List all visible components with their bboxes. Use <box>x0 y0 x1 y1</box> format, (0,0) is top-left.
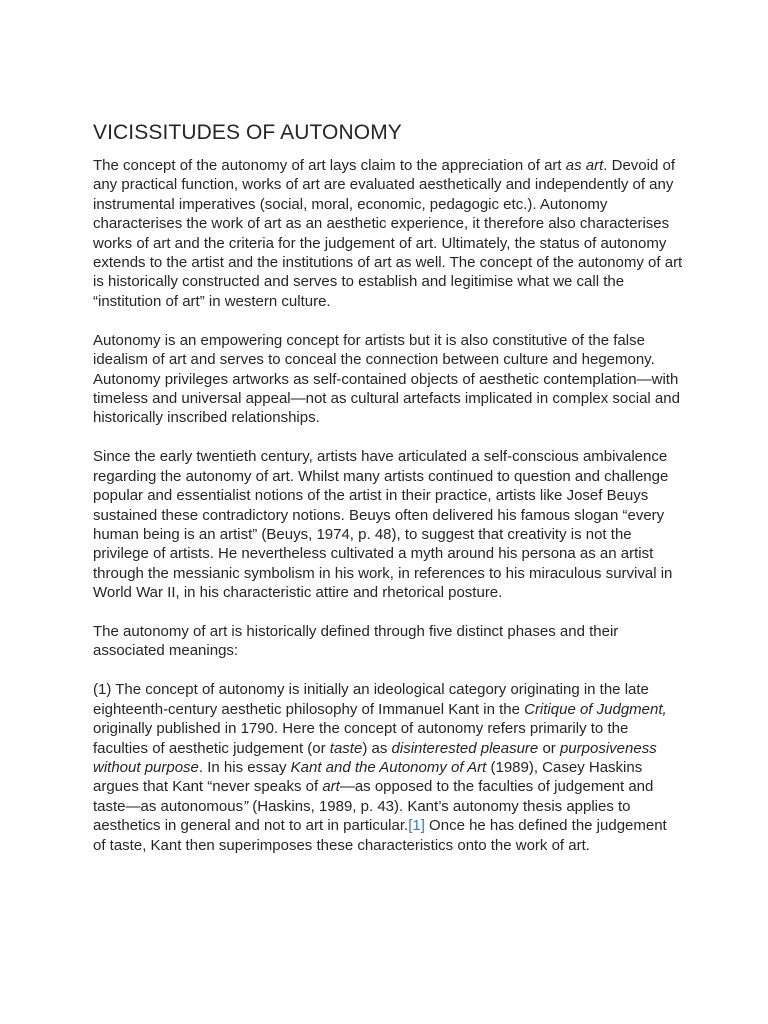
p5-text-1: (1) The concept of autonomy is initially an ideological category originating in the late eighteenth-century aesthetic philosophy of Immanuel Kant in the <box>93 681 649 718</box>
p5-text-3: ) as <box>362 739 392 757</box>
page-title: VICISSITUDES OF AUTONOMY <box>93 121 402 144</box>
paragraph-3: Since the early twentieth century, artists have articulated a self-conscious ambivalence regarding the autonomy of art. Whilst many artists continued to question and challenge popular and essentialist notions of the artist in their practice, artists like Josef Beuys sustained these contradictory notions. Beuys often delivered his famous slogan “every human being is an artist” (Beuys, 1974, p. 48), to suggest that creativity is not the privilege of artists. He nevertheless cultivated a myth around his persona as an artist through the messianic symbolism in his work, in references to his miraculous survival in World War II, in his characteristic attire and rhetorical posture. <box>93 448 673 602</box>
p5-text-7: —as opposed to the faculties of judgement and taste—as autonomous <box>93 778 654 815</box>
p5-text-2: originally published in 1790. Here the concept of autonomy refers primarily to the faculties of aesthetic judgement (or <box>93 720 629 757</box>
p5-text-9: Once he has defined the judgement of taste, Kant then superimposes these characteristics onto the work of art. <box>93 817 667 854</box>
p5-italic-purposiveness: purposiveness without purpose <box>93 739 657 776</box>
footnote-link-1[interactable]: [1] <box>408 817 425 835</box>
p5-italic-taste: taste <box>329 739 363 757</box>
paragraph-4: The autonomy of art is historically defined through five distinct phases and their associated meanings: <box>93 623 619 660</box>
paragraph-1 <box>93 156 683 311</box>
p5-text-8: (Haskins, 1989, p. 43). Kant’s autonomy thesis applies to aesthetics in general and not to art in particular. <box>93 797 631 835</box>
p1-text-a: The concept of the autonomy of art lays claim to the appreciation of art <box>93 157 566 174</box>
p5-text-5: . In his essay <box>198 758 291 776</box>
p5-italic-art: art <box>322 778 340 796</box>
p1-text-c: . Devoid of any practical function, works of art are evaluated aesthetically and independently of any instrumental imperatives (social, moral, economic, pedagogic etc.). Autonomy characterises the work of art as an aesthetic experience, it therefore also characterises works of art and the criteria for the judgement of art. Ultimately, the status of autonomy extends to the artist and the institutions of art as well. The concept of the autonomy of art is historically constructed and serves to establish and legitimise what we call the “institution of art” in western culture. <box>93 157 683 310</box>
p5-italic-critique: Critique of Judgment, <box>524 700 667 718</box>
p1-italic-as-art: as art <box>565 157 604 174</box>
p5-text-6: (1989), Casey Haskins argues that Kant “never speaks of <box>93 758 643 796</box>
document-page <box>93 118 683 875</box>
p5-italic-quote: ” <box>243 797 249 815</box>
paragraph-2: Autonomy is an empowering concept for artists but it is also constitutive of the false idealism of art and serves to conceal the connection between culture and hegemony. Autonomy privileges artworks as self-contained objects of aesthetic contemplation—with timeless and universal appeal—not as cultural artefacts implicated in complex social and historically inscribed relationships. <box>93 331 680 427</box>
p5-italic-disinterested: disinterested pleasure <box>391 739 539 757</box>
p5-italic-essay-title: Kant and the Autonomy of Art <box>290 758 487 776</box>
paragraph-5 <box>93 680 683 855</box>
p5-text-4: or <box>538 739 560 757</box>
